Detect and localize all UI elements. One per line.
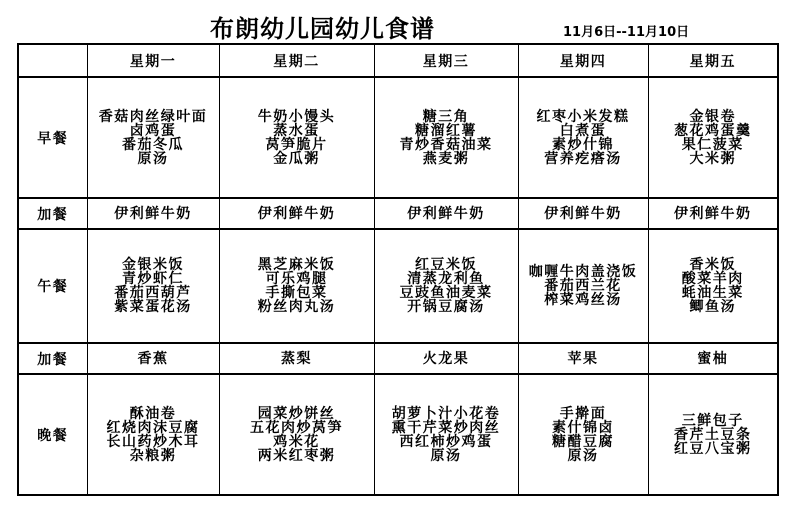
- menu-item: 牛奶小馒头: [257, 108, 336, 125]
- menu-table: [17, 43, 779, 496]
- menu-item: 香蕉: [137, 350, 169, 367]
- menu-item: 香菇肉丝绿叶面: [98, 108, 208, 125]
- menu-cell: [518, 374, 648, 495]
- corner-cell: [18, 44, 87, 77]
- menu-cell: [518, 198, 648, 229]
- menu-item: 青炒香菇油菜: [399, 136, 493, 153]
- menu-row: [18, 374, 778, 495]
- menu-item: 素什锦卤: [552, 419, 614, 436]
- menu-cell: [219, 229, 374, 343]
- menu-item: 营养疙瘩汤: [544, 150, 622, 167]
- menu-cell-items: [519, 265, 648, 307]
- menu-cell-items: [375, 407, 518, 463]
- menu-item: 西红柿炒鸡蛋: [399, 433, 493, 450]
- menu-item: 金银卷: [689, 108, 736, 125]
- menu-cell-items: [88, 407, 219, 463]
- menu-cell: [648, 77, 778, 198]
- menu-cell: [518, 229, 648, 343]
- menu-item: 可乐鸡腿: [265, 271, 328, 287]
- menu-item: 杂粮粥: [129, 447, 177, 464]
- menu-cell-items: [375, 110, 518, 166]
- date-range: 11月6日--11月10日: [563, 25, 690, 40]
- day-header: 星期二: [219, 44, 374, 77]
- menu-item: 卤鸡蛋: [129, 122, 177, 139]
- menu-item: 红豆八宝粥: [674, 440, 752, 457]
- menu-cell: [87, 229, 219, 343]
- menu-item: 紫菜蛋花汤: [114, 299, 192, 315]
- menu-item: 香米饭: [689, 257, 736, 273]
- menu-item: 榨菜鸡丝汤: [544, 292, 622, 308]
- menu-cell-items: [88, 352, 219, 366]
- menu-row: [18, 198, 778, 229]
- menu-item: 糖三角: [422, 108, 470, 125]
- menu-cell: [87, 374, 219, 495]
- menu-cell-items: [220, 207, 374, 221]
- menu-item: 金银米饭: [122, 257, 184, 273]
- menu-item: 大米粥: [689, 150, 736, 167]
- menu-table-body: [18, 77, 778, 495]
- menu-cell: [518, 77, 648, 198]
- day-header: 星期四: [518, 44, 648, 77]
- menu-cell-items: [220, 352, 374, 366]
- menu-item: 粉丝肉丸汤: [257, 299, 336, 315]
- menu-cell: [219, 77, 374, 198]
- menu-cell: [374, 374, 518, 495]
- menu-item: 素炒什锦: [552, 136, 614, 153]
- menu-item: 鸡米花: [273, 433, 320, 450]
- menu-item: 原汤: [430, 447, 462, 464]
- menu-cell-items: [220, 258, 374, 314]
- menu-item: 香芹土豆条: [674, 426, 752, 443]
- menu-item: 蒸水蛋: [273, 122, 320, 139]
- menu-cell-items: [519, 110, 648, 166]
- menu-item: 葱花鸡蛋羹: [674, 122, 752, 139]
- menu-item: 番茄西葫芦: [114, 285, 192, 301]
- day-header: 星期三: [374, 44, 518, 77]
- menu-item: 豆豉鱼油麦菜: [399, 285, 493, 301]
- menu-item: 原汤: [137, 150, 169, 167]
- menu-cell-items: [519, 352, 648, 366]
- menu-item: 红枣小米发糕: [536, 108, 630, 125]
- menu-cell-items: [375, 258, 518, 314]
- menu-row: [18, 343, 778, 374]
- menu-item: 手擀面: [559, 405, 607, 422]
- menu-item: 开锅豆腐汤: [407, 299, 485, 315]
- menu-item: 胡萝卜汁小花卷: [391, 405, 501, 422]
- menu-cell: [374, 343, 518, 374]
- menu-item: 酥油卷: [129, 405, 177, 422]
- menu-cell-items: [88, 207, 219, 221]
- menu-cell: [87, 198, 219, 229]
- menu-item: 火龙果: [422, 350, 470, 367]
- menu-cell-items: [220, 110, 374, 166]
- menu-item: 青炒虾仁: [122, 271, 184, 287]
- menu-item: 鲫鱼汤: [689, 299, 736, 315]
- menu-cell: [374, 198, 518, 229]
- page-title: 布朗幼儿园幼儿食谱: [210, 15, 435, 43]
- menu-item: 黑芝麻米饭: [257, 257, 336, 273]
- menu-item: 伊利鲜牛奶: [407, 205, 485, 222]
- menu-item: 果仁菠菜: [681, 136, 744, 153]
- menu-cell: [648, 198, 778, 229]
- menu-item: 长山药炒木耳: [106, 433, 200, 450]
- menu-cell-items: [519, 207, 648, 221]
- menu-item: 三鲜包子: [681, 412, 744, 429]
- menu-item: 糖醋豆腐: [552, 433, 614, 450]
- menu-item: 酸菜羊肉: [681, 271, 744, 287]
- menu-item: 咖喱牛肉盖浇饭: [528, 264, 638, 280]
- menu-item: 红烧肉沫豆腐: [106, 419, 200, 436]
- menu-cell-items: [88, 110, 219, 166]
- menu-cell-items: [88, 258, 219, 314]
- menu-item: 伊利鲜牛奶: [674, 205, 752, 222]
- menu-item: 莴笋脆片: [265, 136, 328, 153]
- menu-cell: [374, 229, 518, 343]
- menu-row: [18, 77, 778, 198]
- menu-item: 伊利鲜牛奶: [257, 205, 336, 222]
- menu-item: 原汤: [567, 447, 599, 464]
- menu-item: 清蒸龙利鱼: [407, 271, 485, 287]
- menu-item: 熏干芹菜炒肉丝: [391, 419, 501, 436]
- menu-cell: [374, 77, 518, 198]
- menu-item: 白煮蛋: [559, 122, 607, 139]
- menu-table-header-row: [18, 44, 778, 77]
- meal-label: 加餐: [18, 343, 87, 374]
- menu-item: 金瓜粥: [273, 150, 320, 167]
- menu-item: 伊利鲜牛奶: [544, 205, 622, 222]
- menu-cell: [648, 374, 778, 495]
- menu-cell: [219, 198, 374, 229]
- menu-cell: [518, 343, 648, 374]
- menu-item: 两米红枣粥: [257, 447, 336, 464]
- meal-label: 晚餐: [18, 374, 87, 495]
- menu-cell: [219, 343, 374, 374]
- day-header: 星期五: [648, 44, 778, 77]
- menu-row: [18, 229, 778, 343]
- menu-item: 番茄冬瓜: [122, 136, 184, 153]
- menu-cell-items: [519, 407, 648, 463]
- menu-item: 园菜炒饼丝: [257, 405, 336, 422]
- meal-label: 加餐: [18, 198, 87, 229]
- menu-item: 蜜柚: [697, 350, 729, 367]
- menu-cell: [648, 343, 778, 374]
- meal-label: 早餐: [18, 77, 87, 198]
- menu-cell: [648, 229, 778, 343]
- menu-cell-items: [375, 207, 518, 221]
- menu-item: 五花肉炒莴笋: [250, 419, 343, 436]
- menu-cell-items: [375, 352, 518, 366]
- menu-item: 红豆米饭: [415, 257, 477, 273]
- day-header: 星期一: [87, 44, 219, 77]
- menu-cell-items: [649, 414, 778, 456]
- menu-cell-items: [649, 352, 778, 366]
- menu-item: 蒸梨: [281, 350, 312, 367]
- menu-item: 糖溜红薯: [415, 122, 477, 139]
- menu-item: 蚝油生菜: [681, 285, 744, 301]
- menu-item: 苹果: [567, 350, 599, 367]
- menu-cell-items: [220, 407, 374, 463]
- menu-cell-items: [649, 110, 778, 166]
- menu-cell-items: [649, 207, 778, 221]
- meal-label: 午餐: [18, 229, 87, 343]
- menu-cell: [87, 343, 219, 374]
- menu-item: 伊利鲜牛奶: [114, 205, 192, 222]
- menu-cell-items: [649, 258, 778, 314]
- menu-item: 燕麦粥: [422, 150, 470, 167]
- menu-item: 手撕包菜: [265, 285, 328, 301]
- menu-cell: [219, 374, 374, 495]
- menu-item: 番茄西兰花: [544, 278, 622, 294]
- menu-cell: [87, 77, 219, 198]
